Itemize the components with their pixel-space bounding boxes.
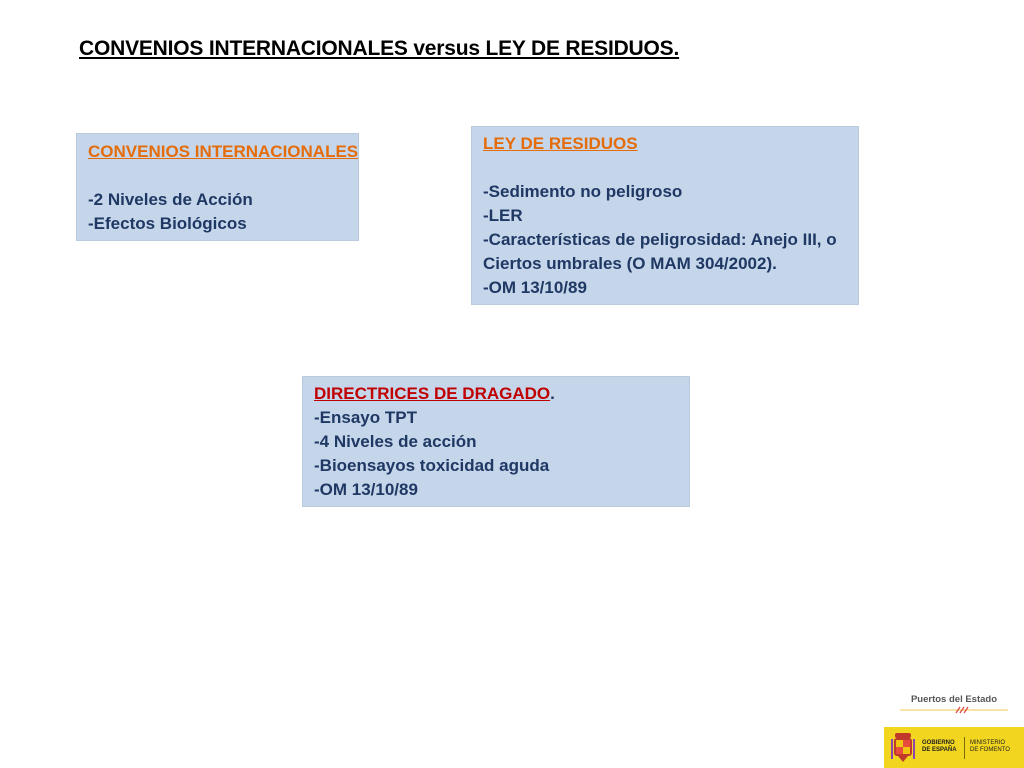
- logo-divider: [964, 737, 965, 759]
- ley-heading: LEY DE RESIDUOS: [483, 134, 638, 153]
- slide-title: CONVENIOS INTERNACIONALES versus LEY DE RESIDUOS.: [79, 37, 680, 60]
- spacer: [88, 164, 358, 188]
- directrices-item: -OM 13/10/89: [314, 480, 418, 499]
- ley-item: -Sedimento no peligroso: [483, 182, 683, 201]
- convenios-item: -Efectos Biológicos: [88, 214, 247, 233]
- ministerio-de-fomento-label: [970, 740, 1010, 754]
- puertos-del-estado-logo: [898, 690, 1010, 716]
- directrices-item: -Ensayo TPT: [314, 408, 417, 427]
- puertos-del-estado-label: Puertos del Estado: [910, 694, 998, 705]
- gobierno-ministerio-logo: [884, 727, 1024, 768]
- ministerio-line: MINISTERIO: [970, 740, 1006, 746]
- directrices-item: -Bioensayos toxicidad aguda: [314, 456, 550, 475]
- directrices-de-dragado-box: [302, 376, 690, 507]
- spacer: [483, 156, 858, 180]
- ley-item: Ciertos umbrales (O MAM 304/2002).: [483, 254, 777, 273]
- ley-item: -LER: [483, 206, 523, 225]
- convenios-internacionales-box: [76, 133, 359, 241]
- gobierno-line: DE ESPAÑA: [922, 747, 957, 753]
- convenios-heading: CONVENIOS INTERNACIONALES: [88, 142, 359, 161]
- gobierno-de-espana-label: [922, 740, 957, 754]
- coat-of-arms-icon: [890, 731, 916, 764]
- ley-item: -Características de peligrosidad: Anejo III, o: [483, 230, 837, 249]
- ley-item: -OM 13/10/89: [483, 278, 587, 297]
- ley-de-residuos-box: [471, 126, 859, 305]
- directrices-heading-suffix: .: [550, 384, 555, 403]
- gobierno-line: GOBIERNO: [922, 740, 955, 746]
- directrices-heading: DIRECTRICES DE DRAGADO: [314, 384, 551, 403]
- convenios-item: -2 Niveles de Acción: [88, 190, 253, 209]
- wave-mark-icon: [898, 704, 1010, 716]
- directrices-item: -4 Niveles de acción: [314, 432, 477, 451]
- ministerio-line: DE FOMENTO: [970, 747, 1010, 753]
